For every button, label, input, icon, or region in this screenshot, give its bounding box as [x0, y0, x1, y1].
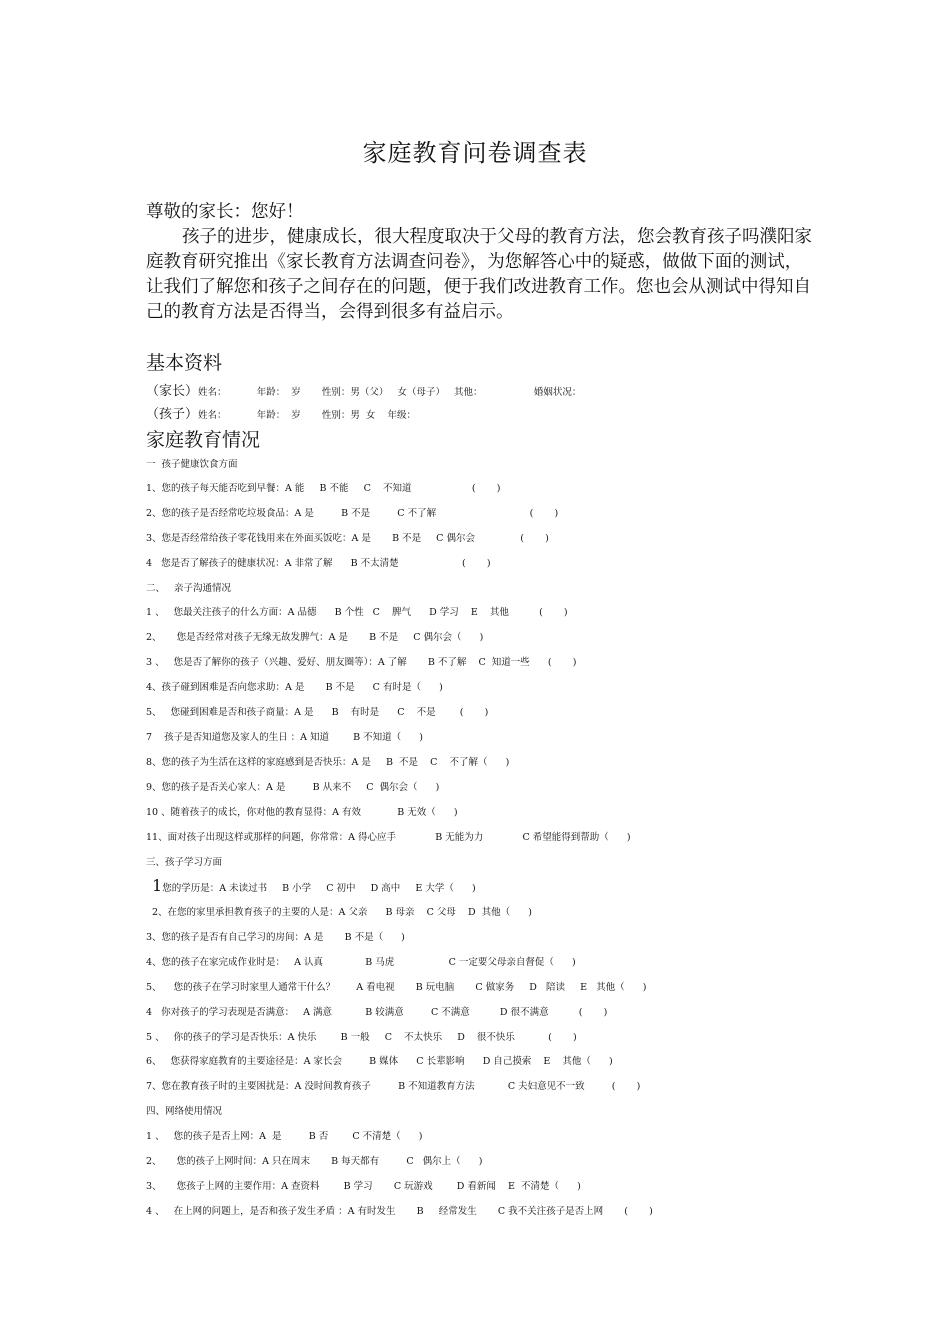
item-number: 1 — [152, 876, 163, 895]
question-item: 3 、 您是否了解你的孩子（兴趣、爱好、朋友圈等）：A 了解 B 不了解 C 知道一些 ( ) — [146, 657, 577, 668]
question-item: 4 您是否了解孩子的健康状况：A 非常了解 B 不太清楚 ( ) — [146, 558, 491, 569]
child-info-line — [146, 403, 416, 422]
question-item: 1 、 您的孩子是否上网：A 是 B 否 C 不清楚（ ) — [146, 1131, 423, 1142]
basic-info-heading: 基本资料 — [146, 352, 223, 374]
question-item: 4 你对孩子的学习表现是否满意： A 满意 B 较满意 C 不满意 D 很不满意 ( ) — [146, 1007, 608, 1018]
question-item: 2、 您的孩子上网时间：A 只在周末 B 每天都有 C 偶尔上（ ) — [146, 1156, 483, 1167]
question-item: 7、您在教育孩子时的主要困扰是：A 没时间教育孩子 B 不知道教育方法 C 夫妇意见不一致 ( ) — [146, 1081, 641, 1092]
question-item: 1、您的孩子每天能否吃到早餐：A 能 B 不能 C 不知道 ( ) — [146, 483, 501, 494]
section-title: 四、网络使用情况 — [146, 1106, 223, 1117]
family-education-heading: 家庭教育情况 — [146, 429, 261, 451]
question-item: 3、 您孩子上网的主要作用：A 查资料 B 学习 C 玩游戏 D 看新闻 E 不清楚（ ) — [146, 1181, 581, 1192]
question-item: 5、 您的孩子在学习时家里人通常干什么？ A 看电视 B 玩电脑 C 做家务 D 陪读 E 其他（ ) — [146, 982, 647, 993]
intro-block — [146, 200, 816, 325]
question-item: 3、您是否经常给孩子零花钱用来在外面买饭吃：A 是 B 不是 C 偶尔会 ( ) — [146, 533, 549, 544]
question-item: 2、 您是否经常对孩子无缘无故发脾气：A 是 B 不是 C 偶尔会（ ) — [146, 632, 484, 643]
question-item: 6、 您获得家庭教育的主要途径是：A 家长会 B 媒体 C 长辈影响 D 自己摸索 E 其他（ ) — [146, 1056, 613, 1067]
child-fields: 姓名： 年龄： 岁 性别：男 女 年级： — [198, 410, 417, 421]
greeting: 尊敬的家长：您好！ — [146, 202, 304, 222]
question-item: 5 、 你的孩子的学习是否快乐：A 快乐 B 一般 C 不太快乐 D 很不快乐 ( ) — [146, 1032, 577, 1043]
question-item: 5、 您碰到困难是否和孩子商量：A 是 B 有时是 C 不是 ( ) — [146, 707, 489, 718]
section-title: 三、孩子学习方面 — [146, 857, 223, 868]
question-item: 2、在您的家里承担教育孩子的主要的人是：A 父亲 B 母亲 C 父母 D 其他（ ) — [152, 907, 532, 918]
parent-fields: 姓名： 年龄： 岁 性别：男（父） 女（母子） 其他： 婚姻状况： — [198, 387, 582, 398]
question-item: 4 、 在上网的问题上，是否和孩子发生矛盾 ：A 有时发生 B 经常发生 C 我不关注孩子是否上网 ( ) — [146, 1206, 653, 1217]
page-title: 家庭教育问卷调查表 — [362, 139, 588, 167]
question-item — [152, 876, 476, 895]
question-item: 4、孩子碰到困难是否向您求助：A 是 B 不是 C 有时是（ ) — [146, 682, 443, 693]
question-item: 10 、随着孩子的成长，你对他的教育显得：A 有效 B 无效（ ) — [146, 807, 458, 818]
section-title: 二、 亲子沟通情况 — [146, 583, 232, 594]
section-title: 一 孩子健康饮食方面 — [146, 459, 238, 470]
question-item: 8、您的孩子为生活在这样的家庭感到是否快乐：A 是 B 不是 C 不了解（ ) — [146, 757, 510, 768]
question-item: 1 、 您最关注孩子的什么方面：A 品德 B 个性 C 脾气 D 学习 E 其他 ( ) — [146, 607, 568, 618]
question-item: 9、您的孩子是否关心家人：A 是 B 从来不 C 偶尔会（ ) — [146, 782, 440, 793]
intro-paragraph: 孩子的进步，健康成长，很大程度取决于父母的教育方法，您会教育孩子吗濮阳家庭教育研究推出《家长教育方法调查问卷》，为您解答心中的疑惑，做做下面的测试，让我们了解您和孩子之间存在的问题，便于我们改进教育工作。您也会从测试中得知自己的教育方法是否得当，会得到很多有益启示。 — [146, 227, 812, 322]
question-item: 4、您的孩子在家完成作业时是： A 认真 B 马虎 C 一定要父母亲自督促（ ) — [146, 957, 576, 968]
question-item: 11、面对孩子出现这样或那样的问题，你常常：A 得心应手 B 无能为力 C 希望能得到帮助（ ) — [146, 832, 631, 843]
parent-tag: （家长） — [146, 384, 199, 399]
question-item: 3、您的孩子是否有自己学习的房间：A 是 B 不是（ ) — [146, 932, 405, 943]
child-tag: （孩子） — [146, 407, 199, 422]
question-item: 2、您的孩子是否经常吃垃圾食品：A 是 B 不是 C 不了解 ( ) — [146, 508, 559, 519]
question-item: 7 孩子是否知道您及家人的生日 ：A 知道 B 不知道（ ) — [146, 732, 424, 743]
parent-info-line — [146, 380, 581, 399]
question-text: 您的学历是：A 未读过书 B 小学 C 初中 D 高中 E 大学（ ) — [162, 883, 476, 894]
